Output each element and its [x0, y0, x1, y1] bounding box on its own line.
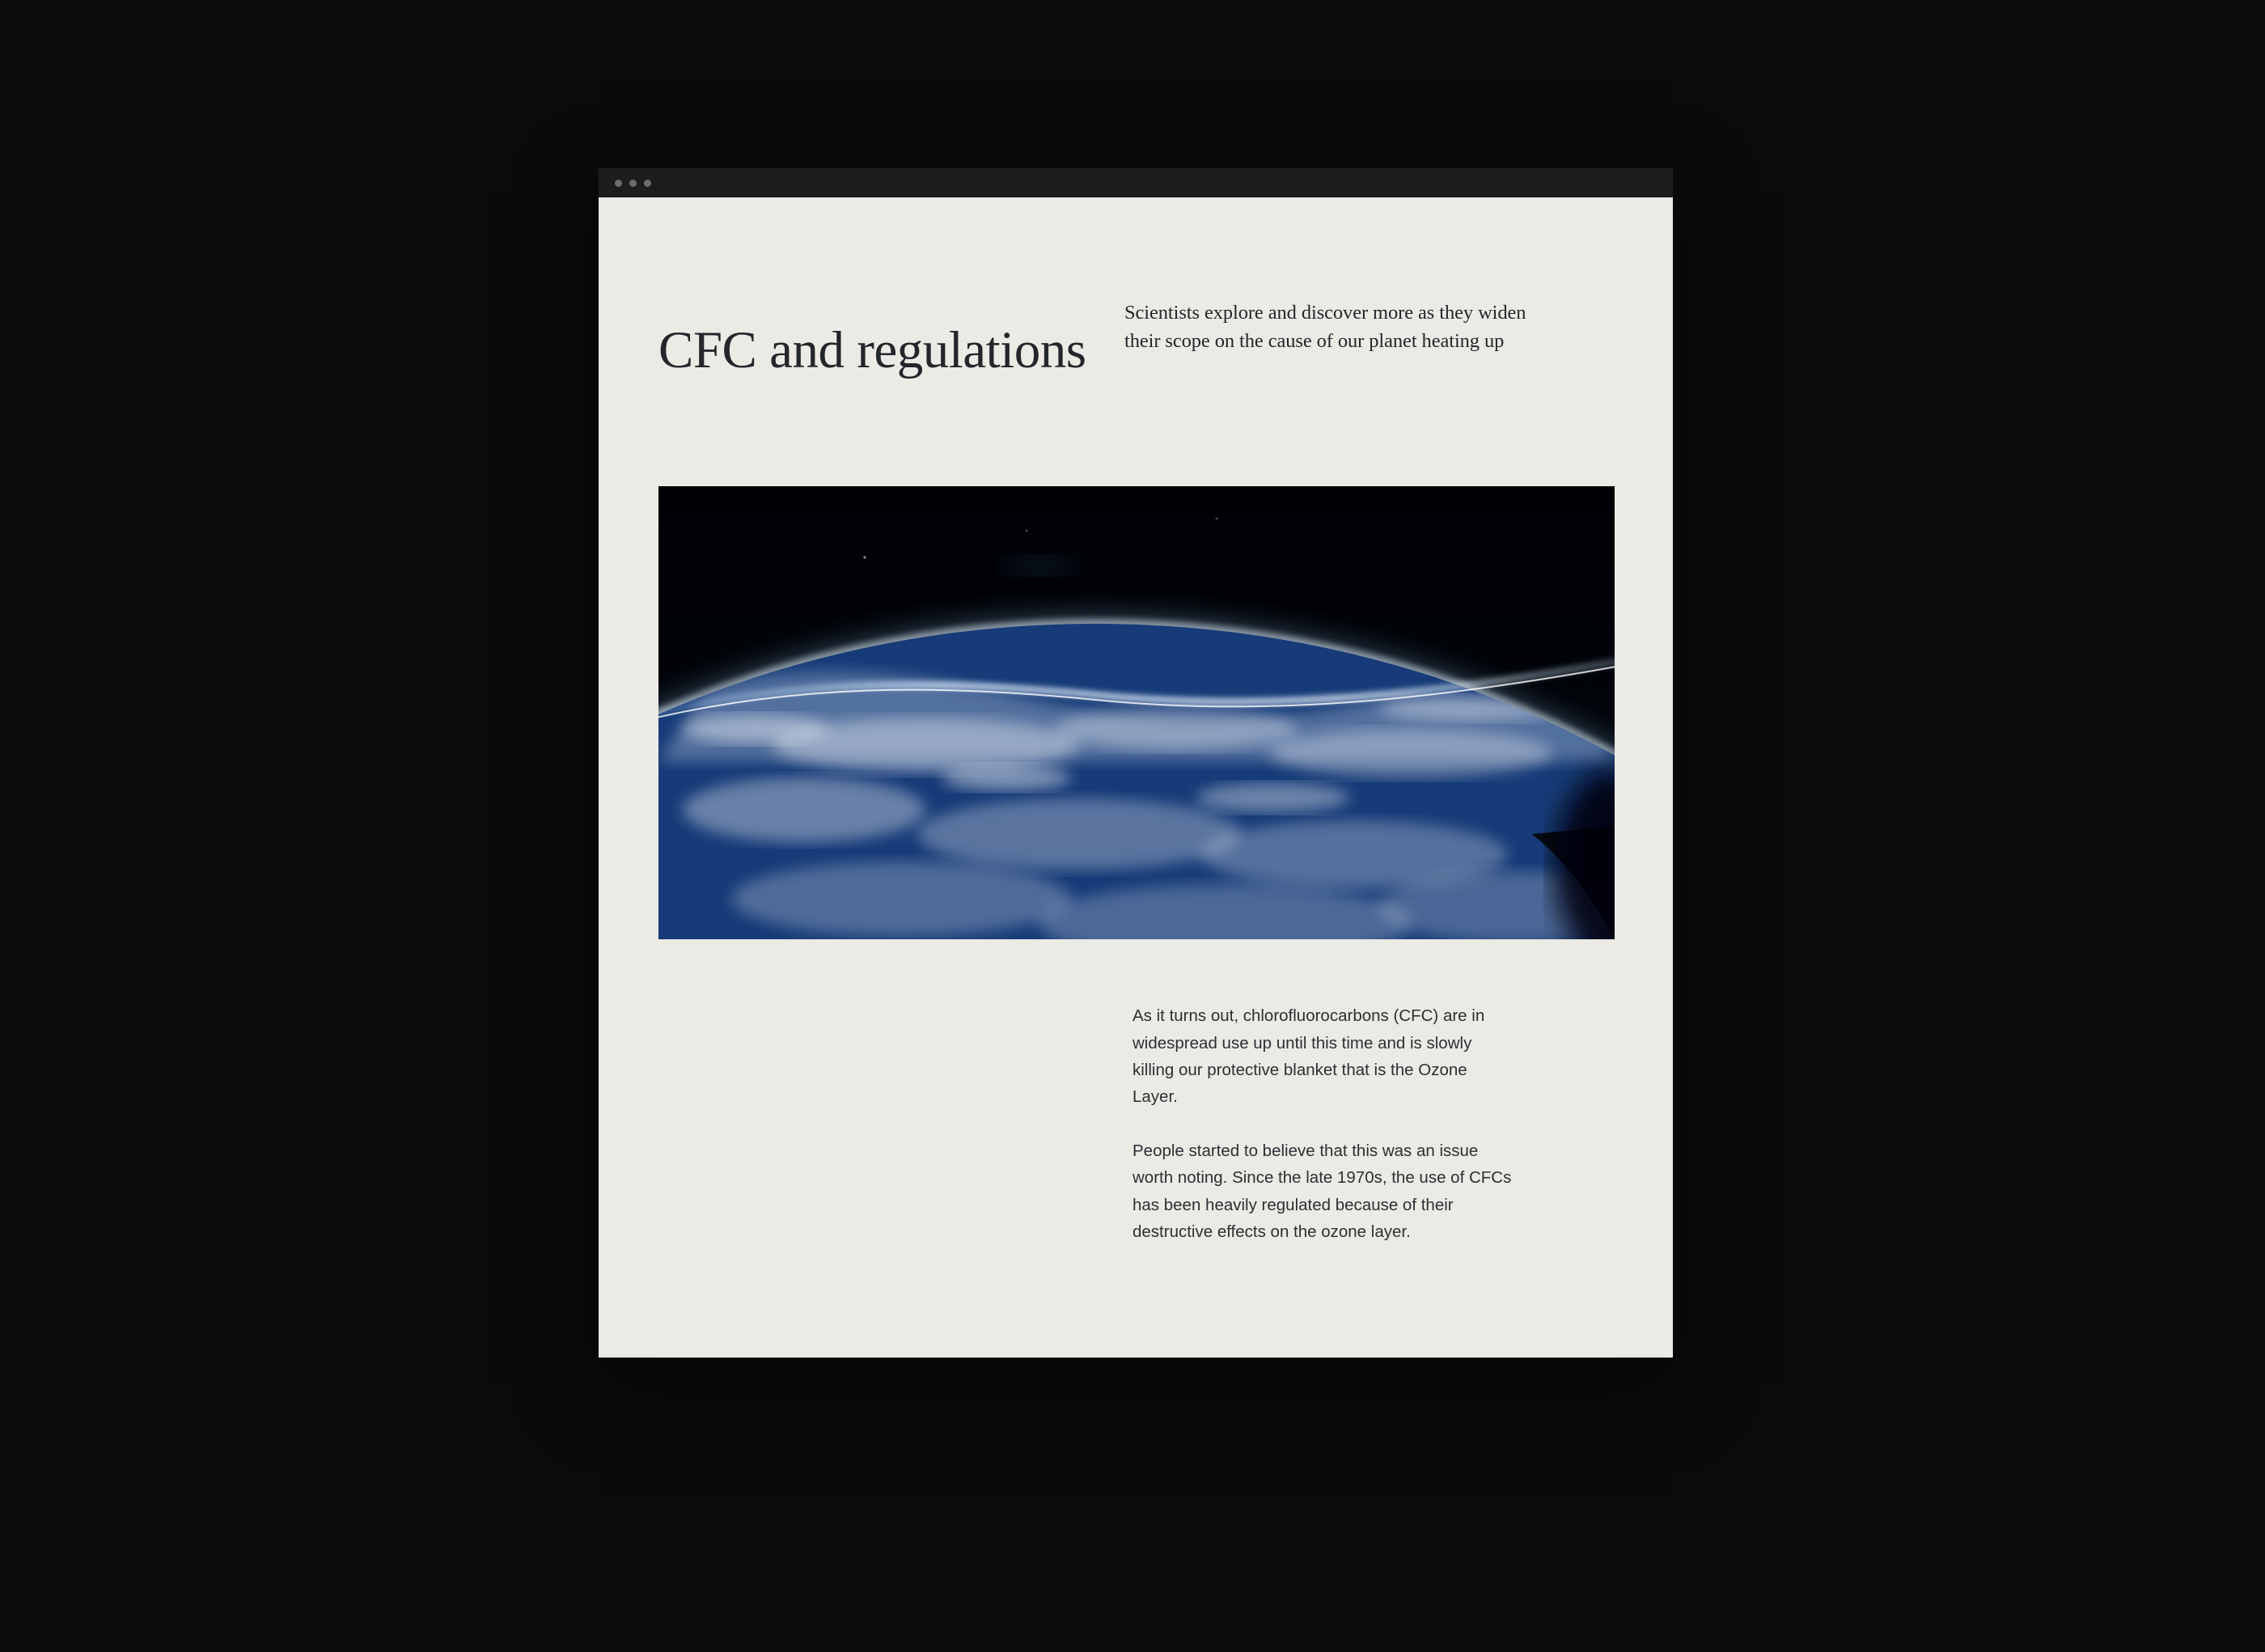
- window-close-dot[interactable]: [615, 180, 622, 187]
- article-page: [599, 197, 1673, 1358]
- article-header: [599, 197, 1673, 412]
- browser-window: [599, 168, 1673, 1358]
- body-paragraph-2: People started to believe that this was an issue worth noting. Since the late 1970s, the use of CFCs has been heavily regulated because of their destructive effects on the ozone layer.: [1132, 1142, 1512, 1241]
- body-paragraph-1: As it turns out, chlorofluorocarbons (CFC) are in widespread use up until this time and is slowly killing our protective blanket that is the Ozone Layer.: [1132, 1006, 1485, 1106]
- body-left-spacer: [599, 1002, 1132, 1245]
- window-minimize-dot[interactable]: [629, 180, 637, 187]
- window-maximize-dot[interactable]: [644, 180, 651, 187]
- window-titlebar[interactable]: [599, 168, 1673, 197]
- hero-image: [658, 486, 1615, 939]
- earth-from-orbit-illustration: [658, 486, 1615, 939]
- article-body: [599, 939, 1673, 1245]
- page-title: CFC and regulations: [658, 320, 1086, 379]
- body-text-column: [1132, 1002, 1513, 1245]
- article-kicker: Scientists explore and discover more as they widen their scope on the cause of our planet heating up: [1124, 302, 1526, 352]
